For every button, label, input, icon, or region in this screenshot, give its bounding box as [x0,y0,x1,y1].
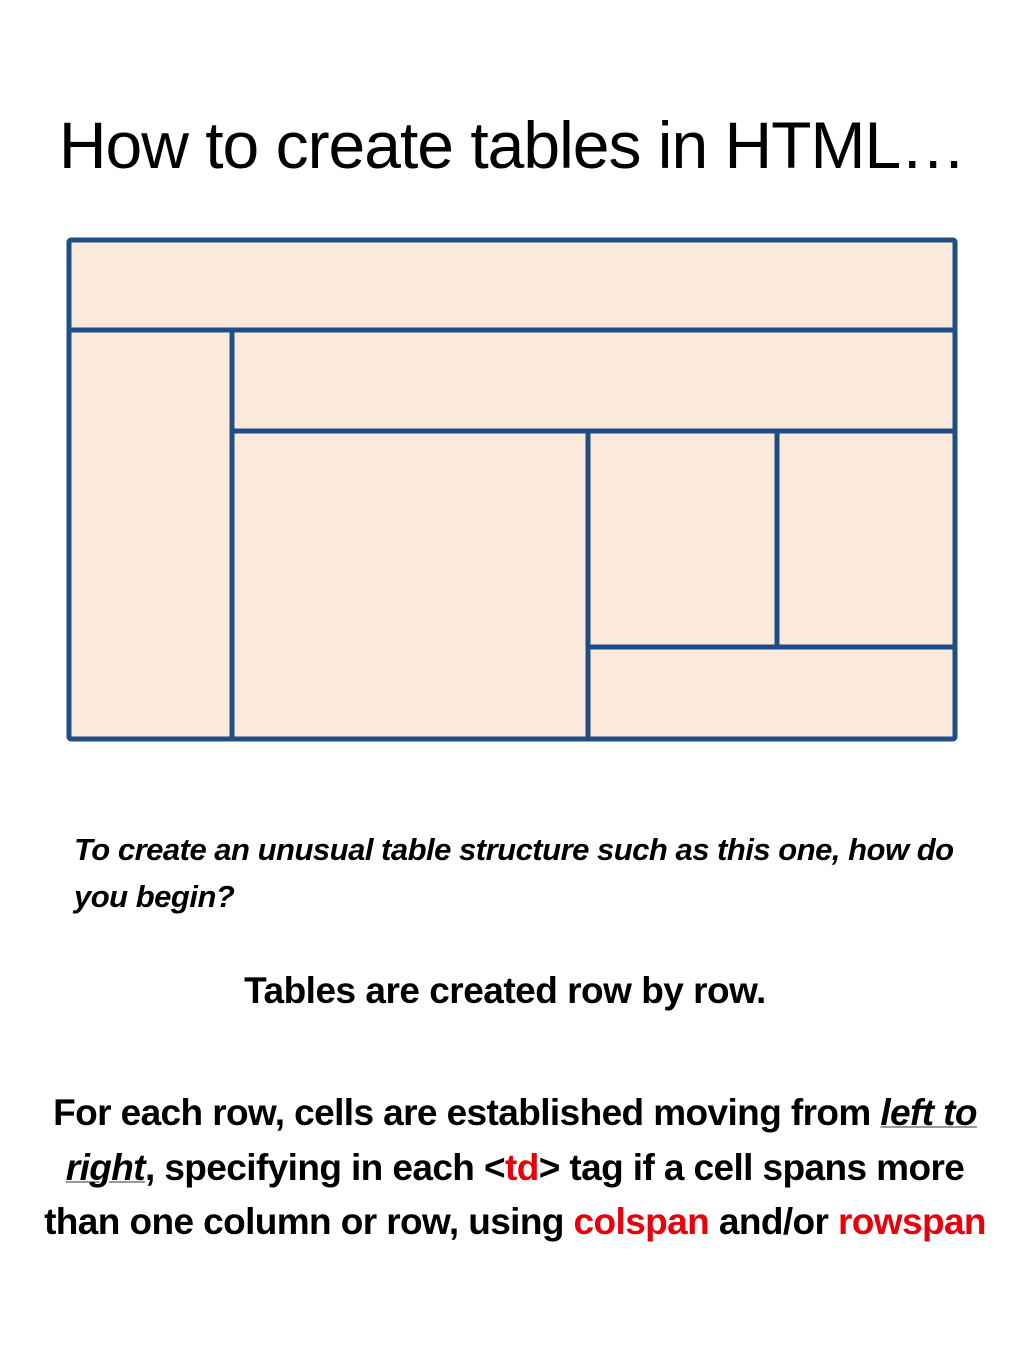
table-diagram-fill [69,240,955,739]
explanation-part2: , specifying in each < [144,1146,505,1188]
colspan-highlight: colspan [573,1201,710,1242]
explanation-text [40,1086,990,1250]
td-tag-highlight: td [505,1146,539,1188]
explanation-part3: > tag if a cell spans more than one column or row, using [44,1146,965,1242]
emphasis-left-to-right: left to right [65,1092,977,1188]
explanation-part1: For each row, cells are established moving from [53,1092,881,1133]
question-text: To create an unusual table structure such as this one, how do you begin? [74,832,954,914]
slide-title: How to create tables in HTML… [58,108,966,182]
explanation-part4: and/or [709,1201,838,1242]
statement-text: Tables are created row by row. [244,970,766,1011]
rowspan-highlight: rowspan [837,1201,986,1242]
